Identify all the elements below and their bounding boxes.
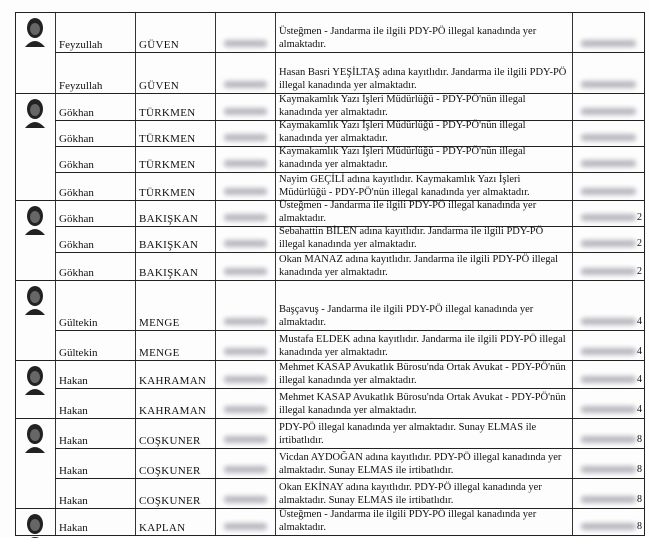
first-name-cell [55, 419, 135, 449]
redaction-blur [224, 160, 267, 167]
table-row [55, 146, 645, 173]
photo-cell [15, 12, 55, 93]
description-text: Kaymakamlık Yazı İşleri Müdürlüğü - PDY-PÖ'nün illegal kanadında yer almaktadır. [279, 94, 526, 118]
description-cell [275, 331, 572, 361]
redacted-cell [572, 201, 645, 227]
first-name: Hakan [59, 405, 88, 417]
redacted-cell [215, 361, 275, 389]
table-row [55, 280, 645, 331]
redaction-blur [224, 406, 267, 413]
description-text: Okan EKİNAY adına kayıtlıdır. PDY-PÖ illegal kanadında yer almaktadır. Sunay ELMAS ile irtibatlıdır. [279, 482, 542, 506]
table-row [55, 172, 645, 201]
first-name: Gökhan [59, 213, 94, 225]
first-name: Hakan [59, 522, 88, 534]
redaction-blur [224, 318, 267, 325]
redacted-cell [572, 147, 645, 173]
table-row [55, 200, 645, 227]
first-name-cell [55, 361, 135, 389]
last-name: TÜRKMEN [139, 107, 196, 119]
description-text: Nayim GEÇİLİ adına kayıtlıdır. Kaymakamlık Yazı İşleri Müdürlüğü - PDY-PÖ'nün illegal kanadında yer almaktadır. [279, 174, 530, 198]
first-name: Feyzullah [59, 39, 103, 51]
redacted-cell [215, 479, 275, 509]
last-name: KAHRAMAN [139, 405, 207, 417]
redaction-blur [581, 81, 636, 88]
person-portrait-icon [22, 285, 48, 315]
photo-cell [15, 360, 55, 418]
row-digit: 8 [637, 464, 642, 475]
first-name: Gökhan [59, 159, 94, 171]
redacted-cell [572, 121, 645, 147]
last-name-cell [135, 173, 215, 201]
description-text: Kaymakamlık Yazı İşleri Müdürlüğü - PDY-PÖ'nün illegal kanadında yer almaktadır. [279, 120, 526, 144]
last-name: MENGE [139, 347, 180, 359]
redaction-blur [581, 376, 636, 383]
last-name-cell [135, 419, 215, 449]
last-name-cell [135, 509, 215, 536]
last-name: TÜRKMEN [139, 159, 196, 171]
description-cell [275, 173, 572, 201]
description-cell [275, 121, 572, 147]
table-row [55, 418, 645, 449]
redaction-blur [581, 108, 636, 115]
table-row [55, 252, 645, 281]
table-row [55, 448, 645, 479]
first-name: Hakan [59, 495, 88, 507]
first-name: Gökhan [59, 267, 94, 279]
redaction-blur [581, 348, 636, 355]
photo-cell [15, 508, 55, 535]
table-row [55, 52, 645, 94]
redaction-blur [224, 436, 267, 443]
first-name: Gökhan [59, 239, 94, 251]
redaction-blur [224, 523, 267, 530]
redacted-cell [572, 419, 645, 449]
redacted-cell [215, 147, 275, 173]
description-text: Başçavuş - Jandarma ile ilgili PDY-PÖ illegal kanadında yer almaktadır. [279, 304, 534, 328]
redacted-cell [215, 389, 275, 419]
redaction-blur [581, 214, 636, 221]
redaction-blur [224, 188, 267, 195]
description-text: Kaymakamlık Yazı İşleri Müdürlüğü - PDY-PÖ'nün illegal kanadında yer almaktadır. [279, 146, 526, 170]
row-digit: 4 [637, 404, 642, 415]
first-name: Gültekin [59, 347, 98, 359]
redacted-cell [572, 281, 645, 331]
description-cell [275, 361, 572, 389]
row-digit: 2 [637, 212, 642, 223]
last-name-cell [135, 449, 215, 479]
row-digit: 4 [637, 346, 642, 357]
redaction-blur [224, 40, 267, 47]
first-name-cell [55, 389, 135, 419]
redacted-cell [215, 227, 275, 253]
row-digit: 2 [637, 266, 642, 277]
redacted-cell [215, 53, 275, 94]
redacted-cell [215, 281, 275, 331]
table-bottom-border [15, 535, 645, 536]
last-name-cell [135, 389, 215, 419]
redaction-blur [581, 406, 636, 413]
row-digit: 2 [637, 238, 642, 249]
first-name-cell [55, 53, 135, 94]
redaction-blur [581, 318, 636, 325]
last-name-cell [135, 147, 215, 173]
description-cell [275, 53, 572, 94]
redacted-cell [215, 94, 275, 121]
first-name: Gökhan [59, 107, 94, 119]
description-cell [275, 389, 572, 419]
description-cell [275, 281, 572, 331]
person-portrait-icon [22, 205, 48, 235]
redacted-cell [215, 121, 275, 147]
redaction-blur [581, 240, 636, 247]
first-name-cell [55, 201, 135, 227]
person-portrait-icon [22, 17, 48, 47]
first-name-cell [55, 281, 135, 331]
description-cell [275, 147, 572, 173]
redaction-blur [581, 436, 636, 443]
last-name-cell [135, 253, 215, 281]
redaction-blur [224, 376, 267, 383]
last-name-cell [135, 331, 215, 361]
redacted-cell [572, 253, 645, 281]
description-cell [275, 13, 572, 53]
table-row [55, 120, 645, 147]
redaction-blur [581, 496, 636, 503]
description-text: PDY-PÖ illegal kanadında yer almaktadır. Sunay ELMAS ile irtibatlıdır. [279, 422, 537, 446]
photo-cell [15, 418, 55, 508]
row-digit: 8 [637, 494, 642, 505]
redacted-cell [215, 173, 275, 201]
last-name: COŞKUNER [139, 495, 201, 507]
redacted-cell [572, 94, 645, 121]
table-row [55, 478, 645, 509]
first-name-cell [55, 173, 135, 201]
first-name-cell [55, 121, 135, 147]
last-name-cell [135, 361, 215, 389]
person-portrait-icon [22, 423, 48, 453]
last-name: BAKIŞKAN [139, 213, 199, 225]
description-text: Mehmet KASAP Avukatlık Bürosu'nda Ortak Avukat - PDY-PÖ'nün illegal kanadında yer almaktadır. [279, 392, 566, 416]
description-cell [275, 419, 572, 449]
description-cell [275, 94, 572, 121]
last-name: KAPLAN [139, 522, 186, 534]
redaction-blur [581, 188, 636, 195]
photo-cell [15, 200, 55, 280]
description-text: Üsteğmen - Jandarma ile ilgili PDY-PÖ illegal kanadında yer almaktadır. [279, 26, 537, 50]
first-name: Hakan [59, 375, 88, 387]
description-cell [275, 201, 572, 227]
redacted-cell [215, 331, 275, 361]
last-name: TÜRKMEN [139, 133, 196, 145]
last-name: COŞKUNER [139, 435, 201, 447]
description-text: Okan MANAZ adına kayıtlıdır. Jandarma ile ilgili PDY-PÖ illegal kanadında yer almaktadır. [279, 254, 559, 278]
first-name-cell [55, 331, 135, 361]
redacted-cell [572, 331, 645, 361]
row-digit: 4 [637, 316, 642, 327]
redacted-cell [215, 253, 275, 281]
photo-cell [15, 280, 55, 360]
first-name-cell [55, 479, 135, 509]
redacted-cell [215, 509, 275, 536]
redaction-blur [224, 108, 267, 115]
first-name-cell [55, 94, 135, 121]
last-name-cell [135, 94, 215, 121]
redacted-cell [215, 13, 275, 53]
first-name: Feyzullah [59, 80, 103, 92]
last-name: KAHRAMAN [139, 375, 207, 387]
last-name-cell [135, 227, 215, 253]
last-name: GÜVEN [139, 39, 179, 51]
description-text: Sebahattin BİLEN adına kayıtlıdır. Jandarma ile ilgili PDY-PÖ illegal kanadında yer almaktadır. [279, 226, 544, 250]
first-name-cell [55, 509, 135, 536]
redacted-cell [572, 53, 645, 94]
redacted-cell [572, 173, 645, 201]
redaction-blur [581, 268, 636, 275]
last-name-cell [135, 479, 215, 509]
description-cell [275, 449, 572, 479]
first-name: Gökhan [59, 133, 94, 145]
description-text: Vicdan AYDOĞAN adına kayıtlıdır. PDY-PÖ illegal kanadında yer almaktadır. Sunay ELMAS ile irtibatlıdır. [279, 452, 562, 476]
redacted-cell [572, 449, 645, 479]
first-name-cell [55, 13, 135, 53]
last-name-cell [135, 13, 215, 53]
description-cell [275, 479, 572, 509]
row-digit: 8 [637, 434, 642, 445]
redaction-blur [224, 214, 267, 221]
first-name: Gültekin [59, 317, 98, 329]
photo-cell [15, 93, 55, 200]
last-name: COŞKUNER [139, 465, 201, 477]
first-name-cell [55, 147, 135, 173]
first-name-cell [55, 227, 135, 253]
redacted-cell [215, 449, 275, 479]
table-row [55, 508, 645, 536]
last-name: MENGE [139, 317, 180, 329]
redaction-blur [224, 81, 267, 88]
last-name: TÜRKMEN [139, 187, 196, 199]
redacted-cell [572, 361, 645, 389]
redaction-blur [581, 523, 636, 530]
description-text: Üsteğmen - Jandarma ile ilgili PDY-PÖ illegal kanadında yer almaktadır. [279, 200, 537, 224]
description-text: Mustafa ELDEK adına kayıtlıdır. Jandarma ile ilgili PDY-PÖ illegal kanadında yer almaktadır. [279, 334, 566, 358]
description-text: Mehmet KASAP Avukatlık Bürosu'nda Ortak Avukat - PDY-PÖ'nün illegal kanadında yer almaktadır. [279, 362, 566, 386]
first-name: Gökhan [59, 187, 94, 199]
redaction-blur [581, 466, 636, 473]
table-row [55, 330, 645, 361]
person-portrait-icon [22, 365, 48, 395]
row-digit: 4 [637, 374, 642, 385]
redaction-blur [224, 134, 267, 141]
table-row [55, 93, 645, 121]
description-cell [275, 509, 572, 536]
redaction-blur [581, 40, 636, 47]
redacted-cell [215, 419, 275, 449]
first-name: Hakan [59, 465, 88, 477]
first-name-cell [55, 449, 135, 479]
first-name-cell [55, 253, 135, 281]
first-name: Hakan [59, 435, 88, 447]
description-text: Hasan Basri YEŞİLTAŞ adına kayıtlıdır. Jandarma ile ilgili PDY-PÖ illegal kanadında yer almaktadır. [279, 67, 567, 91]
table-row [55, 360, 645, 389]
redacted-cell [572, 389, 645, 419]
row-digit: 8 [637, 521, 642, 532]
last-name-cell [135, 121, 215, 147]
redaction-blur [224, 496, 267, 503]
table-row [55, 226, 645, 253]
table-row [55, 388, 645, 419]
description-cell [275, 227, 572, 253]
description-cell [275, 253, 572, 281]
redaction-blur [224, 240, 267, 247]
last-name-cell [135, 281, 215, 331]
redaction-blur [581, 160, 636, 167]
redacted-cell [572, 227, 645, 253]
last-name: BAKIŞKAN [139, 239, 199, 251]
description-text: Üsteğmen - Jandarma ile ilgili PDY-PÖ illegal kanadında yer almaktadır. [279, 509, 537, 533]
table-row [55, 12, 645, 53]
last-name-cell [135, 201, 215, 227]
redacted-cell [572, 509, 645, 536]
redacted-cell [572, 13, 645, 53]
redaction-blur [581, 134, 636, 141]
last-name: GÜVEN [139, 80, 179, 92]
redacted-cell [572, 479, 645, 509]
last-name: BAKIŞKAN [139, 267, 199, 279]
redaction-blur [224, 348, 267, 355]
redaction-blur [224, 466, 267, 473]
person-portrait-icon [22, 98, 48, 128]
redacted-cell [215, 201, 275, 227]
last-name-cell [135, 53, 215, 94]
redaction-blur [224, 268, 267, 275]
